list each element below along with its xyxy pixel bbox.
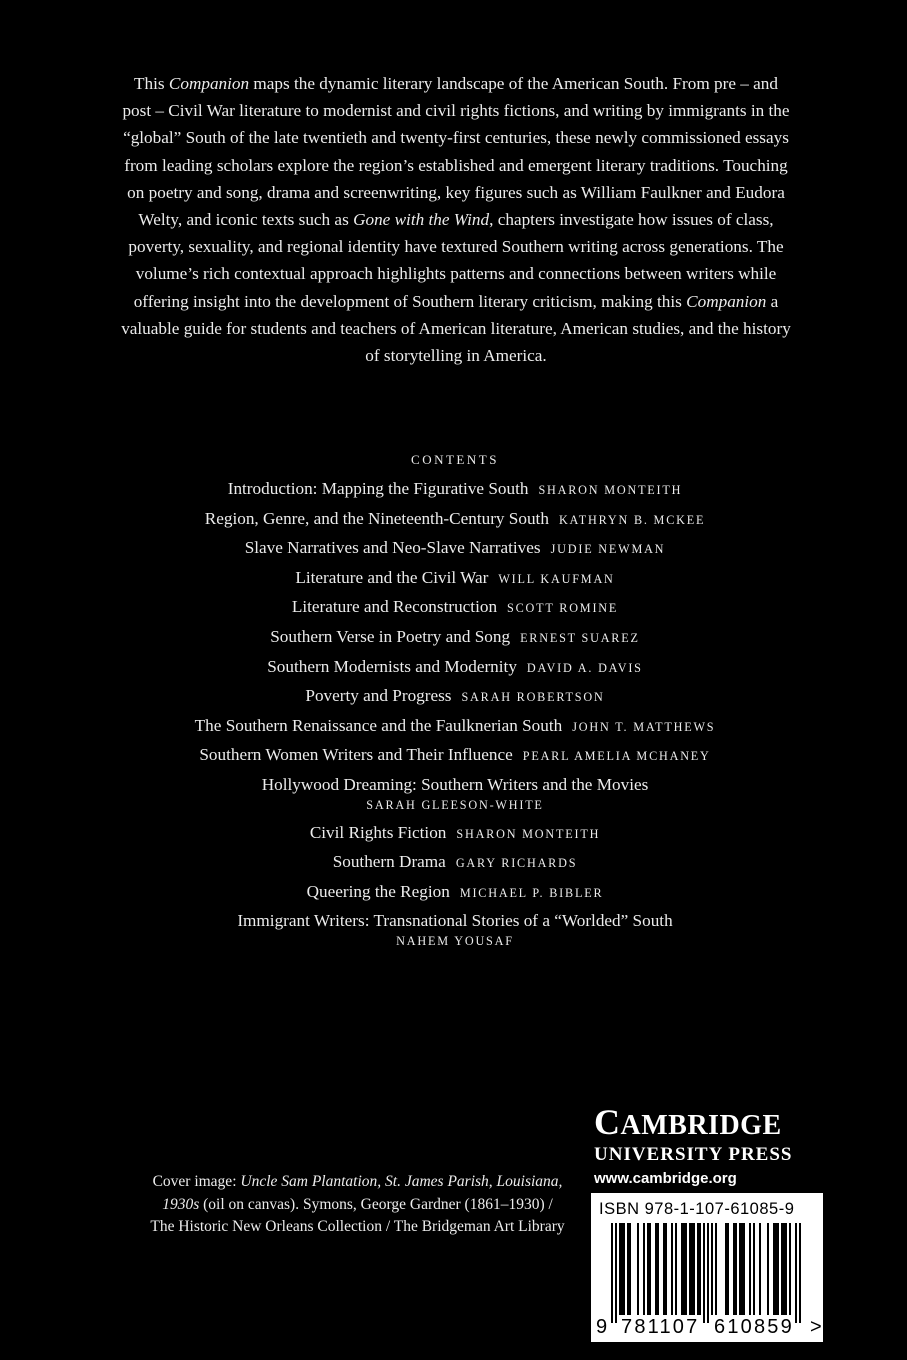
barcode-bar [683, 1223, 685, 1315]
toc-author: PEARL AMELIA MCHANEY [522, 749, 711, 764]
credit-text: (oil on canvas). Symons, George Gardner (1861–1930) / The Historic New Orleans Collection / The Bridgeman Art Library [150, 1195, 565, 1235]
publisher-name-initial: C [594, 1102, 621, 1142]
toc-title: Queering the Region [306, 881, 450, 901]
publisher-logo [594, 1104, 829, 1190]
toc-title: The Southern Renaissance and the Faulknerian South [194, 715, 563, 735]
blurb-emphasis: Companion [168, 74, 250, 93]
toc-title: Southern Modernists and Modernity [267, 656, 517, 676]
toc-title: Southern Verse in Poetry and Song [270, 626, 511, 646]
isbn-barcode [591, 1193, 823, 1342]
toc-entry [60, 534, 850, 564]
barcode-bar [733, 1223, 735, 1315]
toc-author: SHARON MONTEITH [456, 826, 601, 841]
barcode-bar [715, 1223, 717, 1315]
credit-artwork-title: Uncle Sam Plantation, St. James Parish, Louisiana, 1930s [162, 1173, 563, 1213]
publisher-name-rest: AMBRIDGE [620, 1110, 782, 1141]
toc-author: GARY RICHARDS [455, 856, 578, 871]
barcode-bar [759, 1223, 761, 1315]
barcode-bar [775, 1223, 777, 1315]
barcode-bar [643, 1223, 645, 1315]
toc-entry [60, 623, 850, 653]
toc-author: SARAH GLEESON-WHITE [366, 797, 544, 812]
barcode-bar [799, 1223, 801, 1323]
isbn-text: ISBN 978-1-107-61085-9 [599, 1200, 795, 1218]
blurb-text: maps the dynamic literary landscape of the American South. From pre – and post – Civil War literature to modernist and civil rights fictions, and writing by immigrants in the “global” South of the late twentieth and twenty-first centuries, these newly commissioned essays from leading scholars explore the region’s established and emergent literary traditions. Touching on poetry and song, drama and screenwriting, key figures such as William Faulkner and Eudora Welty, and iconic texts such as [122, 74, 790, 230]
barcode-bar [711, 1223, 713, 1315]
blurb-emphasis: Companion [686, 291, 767, 311]
contents-heading: CONTENTS [411, 452, 499, 467]
barcode-bar [697, 1223, 699, 1315]
ean-right-digits: 610859 [714, 1316, 794, 1338]
barcode-bar [685, 1223, 687, 1315]
barcode-bar [699, 1223, 701, 1315]
barcode-bar [627, 1223, 629, 1315]
toc-title: Introduction: Mapping the Figurative South [227, 479, 529, 498]
barcode-bar [743, 1223, 745, 1315]
toc-author: SHARON MONTEITH [538, 483, 683, 497]
back-cover-blurb [118, 70, 794, 369]
credit-text: Cover image: [152, 1173, 241, 1190]
barcode-bar [749, 1223, 751, 1315]
barcode-bar [725, 1223, 727, 1315]
toc-entry [60, 848, 850, 878]
toc-title: Slave Narratives and Neo-Slave Narratives [244, 538, 541, 558]
barcode-bar [739, 1223, 741, 1315]
toc-author: NAHEM YOUSAF [396, 933, 514, 948]
blurb-emphasis: Gone with the Wind [353, 210, 490, 230]
barcode-bar [781, 1223, 783, 1315]
toc-title: Region, Genre, and the Nineteenth-Century South [204, 508, 549, 528]
blurb-text: , chapters investigate how issues of class, poverty, sexuality, and regional identity have textured Southern writing across generations. The volume’s rich contextual approach highlights patterns and connections between writers while offering insight into the development of Southern literary criticism, making this [128, 210, 784, 311]
barcode-bar [637, 1223, 639, 1315]
toc-entry [60, 593, 850, 623]
barcode-bar [663, 1223, 665, 1315]
barcode-bar [619, 1223, 621, 1315]
barcode-bar [795, 1223, 797, 1323]
barcode-bar [693, 1223, 695, 1315]
toc-author: ERNEST SUAREZ [520, 630, 640, 645]
barcode-bar [707, 1223, 709, 1323]
table-of-contents [60, 449, 850, 955]
toc-author: KATHRYN B. MCKEE [558, 512, 706, 527]
toc-entry [60, 878, 850, 908]
toc-entry [60, 505, 850, 535]
barcode-bar [675, 1223, 677, 1315]
ean-quiet-zone-mark: > [810, 1316, 822, 1338]
barcode-bar [785, 1223, 787, 1315]
toc-title: Civil Rights Fiction [309, 822, 447, 842]
barcode-bar [665, 1223, 667, 1315]
barcode-bar [621, 1223, 623, 1315]
barcode-bar [789, 1223, 791, 1315]
toc-entry [60, 653, 850, 683]
publisher-name [594, 1104, 829, 1144]
ean-first-digit: 9 [596, 1316, 608, 1338]
barcode-bar [767, 1223, 769, 1315]
barcode-bar [735, 1223, 737, 1315]
barcode-bar [671, 1223, 673, 1315]
toc-author: MICHAEL P. BIBLER [459, 885, 604, 900]
barcode-bar [647, 1223, 649, 1315]
barcode-bar [655, 1223, 657, 1315]
barcode-bar [727, 1223, 729, 1315]
barcode-bar [773, 1223, 775, 1315]
barcode-bar [777, 1223, 779, 1315]
toc-author: SARAH ROBERTSON [461, 690, 605, 705]
toc-author: JOHN T. MATTHEWS [572, 719, 716, 734]
toc-entry [60, 741, 850, 771]
barcode-bar [689, 1223, 691, 1315]
publisher-subtitle: UNIVERSITY PRESS [594, 1144, 793, 1165]
toc-entry [60, 475, 850, 505]
blurb-text: This [134, 74, 169, 93]
toc-title: Hollywood Dreaming: Southern Writers and the Movies [261, 774, 649, 794]
barcode-bar [611, 1223, 613, 1323]
cover-image-credit [150, 1171, 565, 1239]
toc-entry [60, 712, 850, 742]
toc-title: Immigrant Writers: Transnational Stories of a “Worlded” South [237, 911, 673, 931]
ean-left-digits: 781107 [621, 1316, 700, 1338]
toc-entry [60, 819, 850, 849]
barcode-bar [681, 1223, 683, 1315]
barcode-bar [615, 1223, 617, 1323]
barcode-bar [629, 1223, 631, 1315]
toc-title: Literature and Reconstruction [291, 597, 498, 617]
toc-author: JUDIE NEWMAN [550, 542, 666, 557]
barcode-bar [623, 1223, 625, 1315]
toc-entry [60, 564, 850, 594]
barcode-bar [783, 1223, 785, 1315]
toc-author: WILL KAUFMAN [498, 571, 615, 586]
barcode-bar [649, 1223, 651, 1315]
toc-author: DAVID A. DAVIS [526, 660, 643, 675]
toc-author: SCOTT ROMINE [507, 601, 619, 616]
toc-title: Southern Women Writers and Their Influence [199, 745, 513, 765]
barcode-bar [753, 1223, 755, 1315]
toc-entry [60, 682, 850, 712]
publisher-url: www.cambridge.org [594, 1170, 737, 1187]
toc-title: Poverty and Progress [305, 686, 452, 706]
barcode-bar [741, 1223, 743, 1315]
barcode-bar [691, 1223, 693, 1315]
toc-title: Literature and the Civil War [295, 567, 489, 587]
blurb-text: a valuable guide for students and teachers of American literature, American studies, and the history of storytelling in America. [121, 291, 791, 366]
barcode-bar [703, 1223, 705, 1323]
toc-title: Southern Drama [332, 852, 446, 872]
barcode-bar [657, 1223, 659, 1315]
